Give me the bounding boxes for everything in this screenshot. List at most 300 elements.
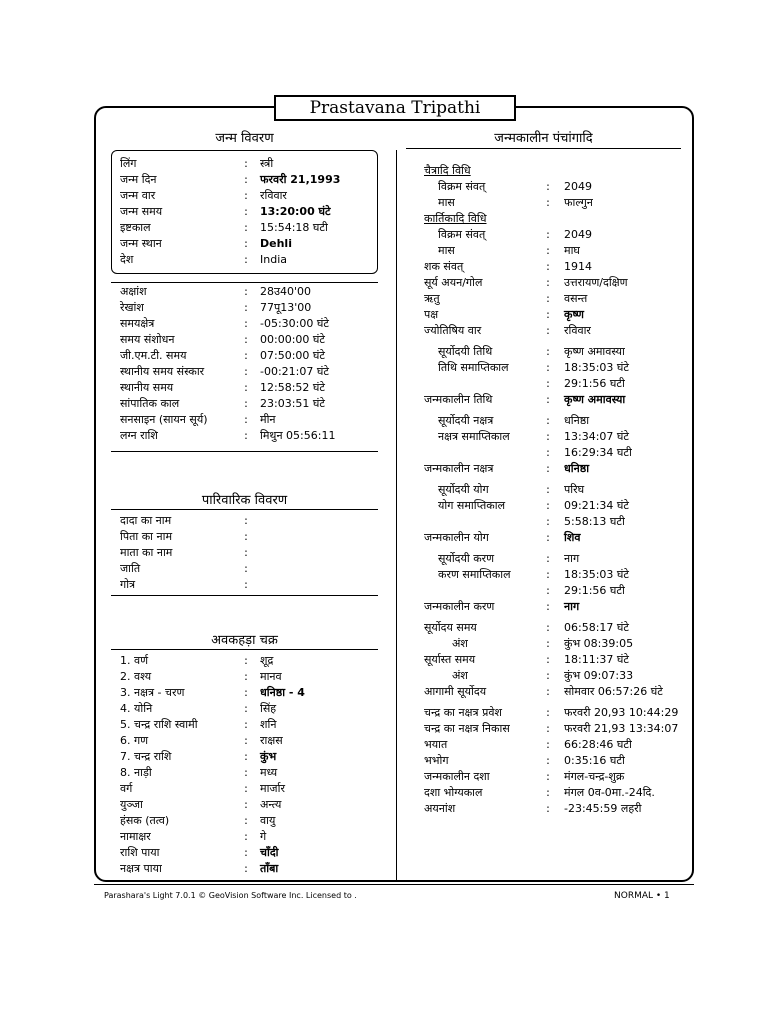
row-label: सूर्योदय समय <box>424 621 477 634</box>
table-row <box>424 753 692 769</box>
table-row <box>120 545 380 561</box>
row-label: लग्न राशि <box>120 429 158 442</box>
row-separator: : <box>546 377 550 390</box>
row-label: जन्मकालीन योग <box>424 531 489 544</box>
row-label: करण समाप्तिकाल <box>438 568 511 581</box>
row-separator: : <box>546 802 550 815</box>
row-separator: : <box>546 738 550 751</box>
panchang-list <box>424 163 692 817</box>
row-value: कृष्ण अमावस्या <box>564 345 625 358</box>
row-separator: : <box>546 685 550 698</box>
row-label: सूर्योदयी नक्षत्र <box>438 414 494 427</box>
row-separator: : <box>546 653 550 666</box>
row-value: रविवार <box>564 324 591 337</box>
row-value: फरवरी 21,93 13:34:07 <box>564 722 679 735</box>
row-label: अयनांश <box>424 802 456 815</box>
table-row <box>120 669 380 685</box>
row-label: स्थानीय समय संस्कार <box>120 365 205 378</box>
row-value: वायु <box>260 814 276 827</box>
table-row <box>120 529 380 545</box>
table-row <box>424 737 692 753</box>
row-value: 5:58:13 घटी <box>564 515 625 528</box>
row-label: जन्म दिन <box>120 173 157 186</box>
footer-page-indicator: NORMAL • 1 <box>614 891 670 901</box>
panchang-heading: जन्मकालीन पंचांगादि <box>494 131 593 146</box>
row-value: सोमवार 06:57:26 घंटे <box>564 685 663 698</box>
row-separator: : <box>546 414 550 427</box>
row-separator: : <box>546 361 550 374</box>
row-separator: : <box>244 381 248 394</box>
row-separator: : <box>546 244 550 257</box>
row-separator: : <box>244 734 248 747</box>
row-separator: : <box>546 276 550 289</box>
row-value: 66:28:46 घटी <box>564 738 632 751</box>
row-label: लिंग <box>120 157 137 170</box>
birth-details-heading: जन्म विवरण <box>215 131 274 146</box>
row-value: 12:58:52 घंटे <box>260 381 325 394</box>
row-value: परिघ <box>564 483 585 496</box>
row-label: जन्मकालीन करण <box>424 600 495 613</box>
footer-divider <box>94 884 694 885</box>
table-row <box>120 396 380 412</box>
table-row <box>424 243 692 259</box>
row-separator: : <box>244 862 248 875</box>
row-separator: : <box>244 173 248 186</box>
row-value: धनिष्ठा <box>564 414 590 427</box>
row-value: मीन <box>260 413 276 426</box>
row-label: सूर्योदयी योग <box>438 483 489 496</box>
row-separator: : <box>546 308 550 321</box>
table-row <box>424 482 692 498</box>
table-row <box>424 684 692 700</box>
row-label: राशि पाया <box>120 846 160 859</box>
table-row <box>424 323 692 339</box>
table-row <box>120 332 380 348</box>
row-separator: : <box>244 798 248 811</box>
row-label: सूर्योदयी करण <box>438 552 495 565</box>
birth-divider <box>111 282 378 283</box>
row-value: कृष्ण <box>564 308 584 321</box>
family-divider-bottom <box>111 595 378 596</box>
row-label: आगामी सूर्योदय <box>424 685 487 698</box>
row-separator: : <box>546 669 550 682</box>
table-row <box>120 653 380 669</box>
table-row <box>424 620 692 636</box>
table-row <box>120 781 380 797</box>
row-value: ताँबा <box>260 862 279 875</box>
row-separator: : <box>546 196 550 209</box>
row-value: 07:50:00 घंटे <box>260 349 325 362</box>
row-label: युञ्जा <box>120 798 143 811</box>
table-row <box>120 749 380 765</box>
astro-divider <box>111 451 378 452</box>
row-separator: : <box>546 552 550 565</box>
row-separator: : <box>244 189 248 202</box>
row-value: 28उ40'00 <box>260 285 312 298</box>
row-value: शिव <box>564 531 581 544</box>
row-value: Dehli <box>260 237 292 250</box>
table-row <box>424 567 692 583</box>
row-label: पिता का नाम <box>120 530 173 543</box>
row-separator: : <box>244 349 248 362</box>
row-value: कुंभ 09:07:33 <box>564 669 634 682</box>
row-value: 09:21:34 घंटे <box>564 499 629 512</box>
row-value: 18:35:03 घंटे <box>564 568 629 581</box>
row-value: मिथुन 05:56:11 <box>260 429 336 442</box>
table-row <box>120 797 380 813</box>
row-separator: : <box>244 702 248 715</box>
avakahada-heading: अवकहड़ा चक्र <box>211 633 278 648</box>
table-row <box>120 412 380 428</box>
row-value: सिंह <box>260 702 277 715</box>
row-value: मानव <box>260 670 282 683</box>
row-separator: : <box>546 706 550 719</box>
table-row <box>424 583 692 599</box>
row-value: 18:35:03 घंटे <box>564 361 629 374</box>
row-label: तिथि समाप्तिकाल <box>438 361 509 374</box>
table-row <box>120 316 380 332</box>
row-value: नाग <box>564 600 580 613</box>
row-value: -05:30:00 घंटे <box>260 317 329 330</box>
row-separator: : <box>244 365 248 378</box>
row-value: 77पू13'00 <box>260 301 312 314</box>
row-label: सूर्य अयन/गोल <box>424 276 483 289</box>
row-value: चाँदी <box>260 846 279 859</box>
row-label: 3. नक्षत्र - चरण <box>120 686 185 699</box>
row-separator: : <box>244 530 248 543</box>
table-row <box>120 428 380 444</box>
row-separator: : <box>546 499 550 512</box>
row-label: जाति <box>120 562 141 575</box>
table-row <box>424 344 692 360</box>
row-value: फरवरी 20,93 10:44:29 <box>564 706 679 719</box>
row-separator: : <box>546 345 550 358</box>
table-row <box>424 227 692 243</box>
row-label: नामाक्षर <box>120 830 151 843</box>
table-row <box>424 195 692 211</box>
row-separator: : <box>546 568 550 581</box>
row-label: योग समाप्तिकाल <box>438 499 506 512</box>
table-row <box>424 514 692 530</box>
row-separator: : <box>546 515 550 528</box>
table-row <box>424 498 692 514</box>
row-value: 23:03:51 घंटे <box>260 397 325 410</box>
row-separator: : <box>546 754 550 767</box>
table-row <box>424 769 692 785</box>
row-label: माता का नाम <box>120 546 173 559</box>
row-value: स्त्री <box>260 157 274 170</box>
row-value: मंगल-चन्द्र-शुक्र <box>564 770 625 783</box>
row-value: माघ <box>564 244 580 257</box>
row-label: 7. चन्द्र राशि <box>120 750 172 763</box>
table-row <box>424 721 692 737</box>
row-separator: : <box>244 397 248 410</box>
table-row <box>424 211 692 227</box>
row-label: जन्मकालीन दशा <box>424 770 490 783</box>
table-row <box>120 829 380 845</box>
page-title: Prastavana Tripathi <box>274 95 516 121</box>
row-label: जन्म स्थान <box>120 237 162 250</box>
row-separator: : <box>244 750 248 763</box>
row-separator: : <box>244 157 248 170</box>
row-label: 6. गण <box>120 734 149 747</box>
row-value: मंगल 0व-0मा.-24दि. <box>564 786 655 799</box>
row-separator: : <box>244 237 248 250</box>
row-label: रेखांश <box>120 301 144 314</box>
row-label: दशा भोग्यकाल <box>424 786 483 799</box>
avakahada-divider-top <box>111 649 378 650</box>
row-separator: : <box>546 722 550 735</box>
table-row <box>424 636 692 652</box>
column-divider <box>396 150 397 882</box>
table-row <box>120 561 380 577</box>
row-separator: : <box>244 718 248 731</box>
row-label: जन्म समय <box>120 205 163 218</box>
row-label: कार्तिकादि विधि <box>424 212 487 225</box>
row-value: 29:1:56 घटी <box>564 377 625 390</box>
row-value: 15:54:18 घटी <box>260 221 328 234</box>
row-value: उत्तरायण/दक्षिण <box>564 276 628 289</box>
row-separator: : <box>244 686 248 699</box>
table-row <box>424 445 692 461</box>
row-label: जन्मकालीन तिथि <box>424 393 493 406</box>
table-row <box>120 284 380 300</box>
row-value: शूद्र <box>260 654 274 667</box>
table-row <box>424 551 692 567</box>
row-label: दादा का नाम <box>120 514 172 527</box>
row-value: नाग <box>564 552 580 565</box>
row-value: धनिष्ठा - 4 <box>260 686 305 699</box>
row-separator: : <box>546 531 550 544</box>
table-row <box>120 172 380 188</box>
table-row <box>120 252 380 268</box>
table-row <box>120 701 380 717</box>
row-value: -00:21:07 घंटे <box>260 365 329 378</box>
row-value: 0:35:16 घटी <box>564 754 625 767</box>
row-separator: : <box>546 180 550 193</box>
table-row <box>424 705 692 721</box>
table-row <box>424 668 692 684</box>
table-row <box>120 717 380 733</box>
row-label: ऋतु <box>424 292 440 305</box>
table-row <box>424 413 692 429</box>
row-value: राक्षस <box>260 734 283 747</box>
row-label: अंश <box>452 669 468 682</box>
row-label: स्थानीय समय <box>120 381 174 394</box>
table-row <box>424 259 692 275</box>
row-label: मास <box>438 196 455 209</box>
row-separator: : <box>546 393 550 406</box>
row-label: अंश <box>452 637 468 650</box>
table-row <box>120 685 380 701</box>
row-separator: : <box>244 221 248 234</box>
row-separator: : <box>244 429 248 442</box>
row-separator: : <box>546 292 550 305</box>
table-row <box>424 785 692 801</box>
table-row <box>424 461 692 477</box>
row-separator: : <box>244 317 248 330</box>
row-label: वर्ग <box>120 782 133 795</box>
row-separator: : <box>244 562 248 575</box>
row-separator: : <box>244 654 248 667</box>
avakahada-list <box>120 653 380 877</box>
row-value: गे <box>260 830 267 843</box>
row-label: 4. योनि <box>120 702 153 715</box>
table-row <box>120 845 380 861</box>
table-row <box>424 429 692 445</box>
row-label: चैत्रादि विधि <box>424 164 471 177</box>
row-label: सांपातिक काल <box>120 397 180 410</box>
row-label: सूर्योदयी तिथि <box>438 345 493 358</box>
table-row <box>424 179 692 195</box>
row-label: नक्षत्र समाप्तिकाल <box>438 430 510 443</box>
panchang-divider <box>406 148 681 149</box>
row-separator: : <box>244 578 248 591</box>
table-row <box>424 307 692 323</box>
row-value: मध्य <box>260 766 278 779</box>
row-separator: : <box>546 446 550 459</box>
table-row <box>424 275 692 291</box>
row-value: कृष्ण अमावस्या <box>564 393 626 406</box>
avakahada-divider-bottom <box>111 880 378 881</box>
table-row <box>120 204 380 220</box>
row-separator: : <box>244 782 248 795</box>
table-row <box>120 348 380 364</box>
table-row <box>424 801 692 817</box>
astro-details-list <box>120 284 380 444</box>
table-row <box>120 188 380 204</box>
row-label: भयात <box>424 738 448 751</box>
row-label: जी.एम.टी. समय <box>120 349 187 362</box>
row-value: 2049 <box>564 180 592 193</box>
row-label: 1. वर्ण <box>120 654 149 667</box>
row-separator: : <box>546 770 550 783</box>
row-label: 2. वश्य <box>120 670 152 683</box>
table-row <box>424 360 692 376</box>
row-value: -23:45:59 लहरी <box>564 802 642 815</box>
row-separator: : <box>546 260 550 273</box>
table-row <box>424 530 692 546</box>
row-separator: : <box>546 228 550 241</box>
table-row <box>424 392 692 408</box>
row-label: अक्षांश <box>120 285 147 298</box>
row-label: चन्द्र का नक्षत्र निकास <box>424 722 510 735</box>
row-value: 16:29:34 घटी <box>564 446 632 459</box>
row-separator: : <box>546 637 550 650</box>
row-label: विक्रम संवत् <box>438 228 486 241</box>
row-separator: : <box>546 584 550 597</box>
row-separator: : <box>244 766 248 779</box>
row-label: चन्द्र का नक्षत्र प्रवेश <box>424 706 502 719</box>
row-separator: : <box>546 430 550 443</box>
row-value: कुंभ 08:39:05 <box>564 637 634 650</box>
table-row <box>424 163 692 179</box>
row-separator: : <box>244 301 248 314</box>
row-separator: : <box>546 483 550 496</box>
row-label: गोत्र <box>120 578 136 591</box>
row-value: 13:20:00 घंटे <box>260 205 331 218</box>
birth-details-list <box>120 156 380 268</box>
row-label: देश <box>120 253 134 266</box>
row-value: फरवरी 21,1993 <box>260 173 341 186</box>
table-row <box>120 364 380 380</box>
row-label: विक्रम संवत् <box>438 180 486 193</box>
row-value: India <box>260 253 287 266</box>
table-row <box>120 765 380 781</box>
row-value: रविवार <box>260 189 287 202</box>
table-row <box>424 652 692 668</box>
row-label: भभोग <box>424 754 449 767</box>
row-label: जन्म वार <box>120 189 156 202</box>
row-value: कुंभ <box>260 750 277 763</box>
row-value: 2049 <box>564 228 592 241</box>
row-label: इष्टकाल <box>120 221 151 234</box>
table-row <box>120 577 380 593</box>
row-value: 29:1:56 घटी <box>564 584 625 597</box>
row-value: मार्जार <box>260 782 285 795</box>
family-details-list <box>120 513 380 593</box>
row-label: सनसाइन (सायन सूर्य) <box>120 413 208 426</box>
row-value: अन्त्य <box>260 798 282 811</box>
row-separator: : <box>244 670 248 683</box>
row-separator: : <box>244 253 248 266</box>
row-label: नक्षत्र पाया <box>120 862 162 875</box>
table-row <box>424 599 692 615</box>
table-row <box>120 156 380 172</box>
row-separator: : <box>244 814 248 827</box>
row-label: 8. नाड़ी <box>120 766 152 779</box>
row-separator: : <box>244 285 248 298</box>
table-row <box>120 300 380 316</box>
row-value: वसन्त <box>564 292 588 305</box>
table-row <box>120 220 380 236</box>
table-row <box>120 813 380 829</box>
table-row <box>120 236 380 252</box>
row-label: शक संवत् <box>424 260 464 273</box>
row-label: समयक्षेत्र <box>120 317 155 330</box>
row-separator: : <box>244 514 248 527</box>
table-row <box>424 376 692 392</box>
row-separator: : <box>546 786 550 799</box>
row-separator: : <box>546 324 550 337</box>
row-value: 00:00:00 घंटे <box>260 333 325 346</box>
row-label: जन्मकालीन नक्षत्र <box>424 462 494 475</box>
row-value: 18:11:37 घंटे <box>564 653 629 666</box>
row-value: फाल्गुन <box>564 196 593 209</box>
row-label: पक्ष <box>424 308 439 321</box>
footer-credit: Parashara's Light 7.0.1 © GeoVision Software Inc. Licensed to . <box>104 891 357 900</box>
row-label: मास <box>438 244 455 257</box>
table-row <box>120 733 380 749</box>
row-separator: : <box>244 546 248 559</box>
row-value: 06:58:17 घंटे <box>564 621 629 634</box>
row-label: ज्योतिषिय वार <box>424 324 482 337</box>
row-label: सूर्यास्त समय <box>424 653 476 666</box>
row-separator: : <box>546 462 550 475</box>
row-label: हंसक (तत्व) <box>120 814 170 827</box>
row-value: 13:34:07 घंटे <box>564 430 629 443</box>
row-separator: : <box>244 413 248 426</box>
row-value: धनिष्ठा <box>564 462 590 475</box>
table-row <box>120 513 380 529</box>
row-separator: : <box>546 600 550 613</box>
family-details-heading: पारिवारिक विवरण <box>201 493 288 508</box>
row-separator: : <box>244 333 248 346</box>
row-separator: : <box>244 205 248 218</box>
row-separator: : <box>244 846 248 859</box>
row-label: समय संशोधन <box>120 333 175 346</box>
row-label: 5. चन्द्र राशि स्वामी <box>120 718 198 731</box>
